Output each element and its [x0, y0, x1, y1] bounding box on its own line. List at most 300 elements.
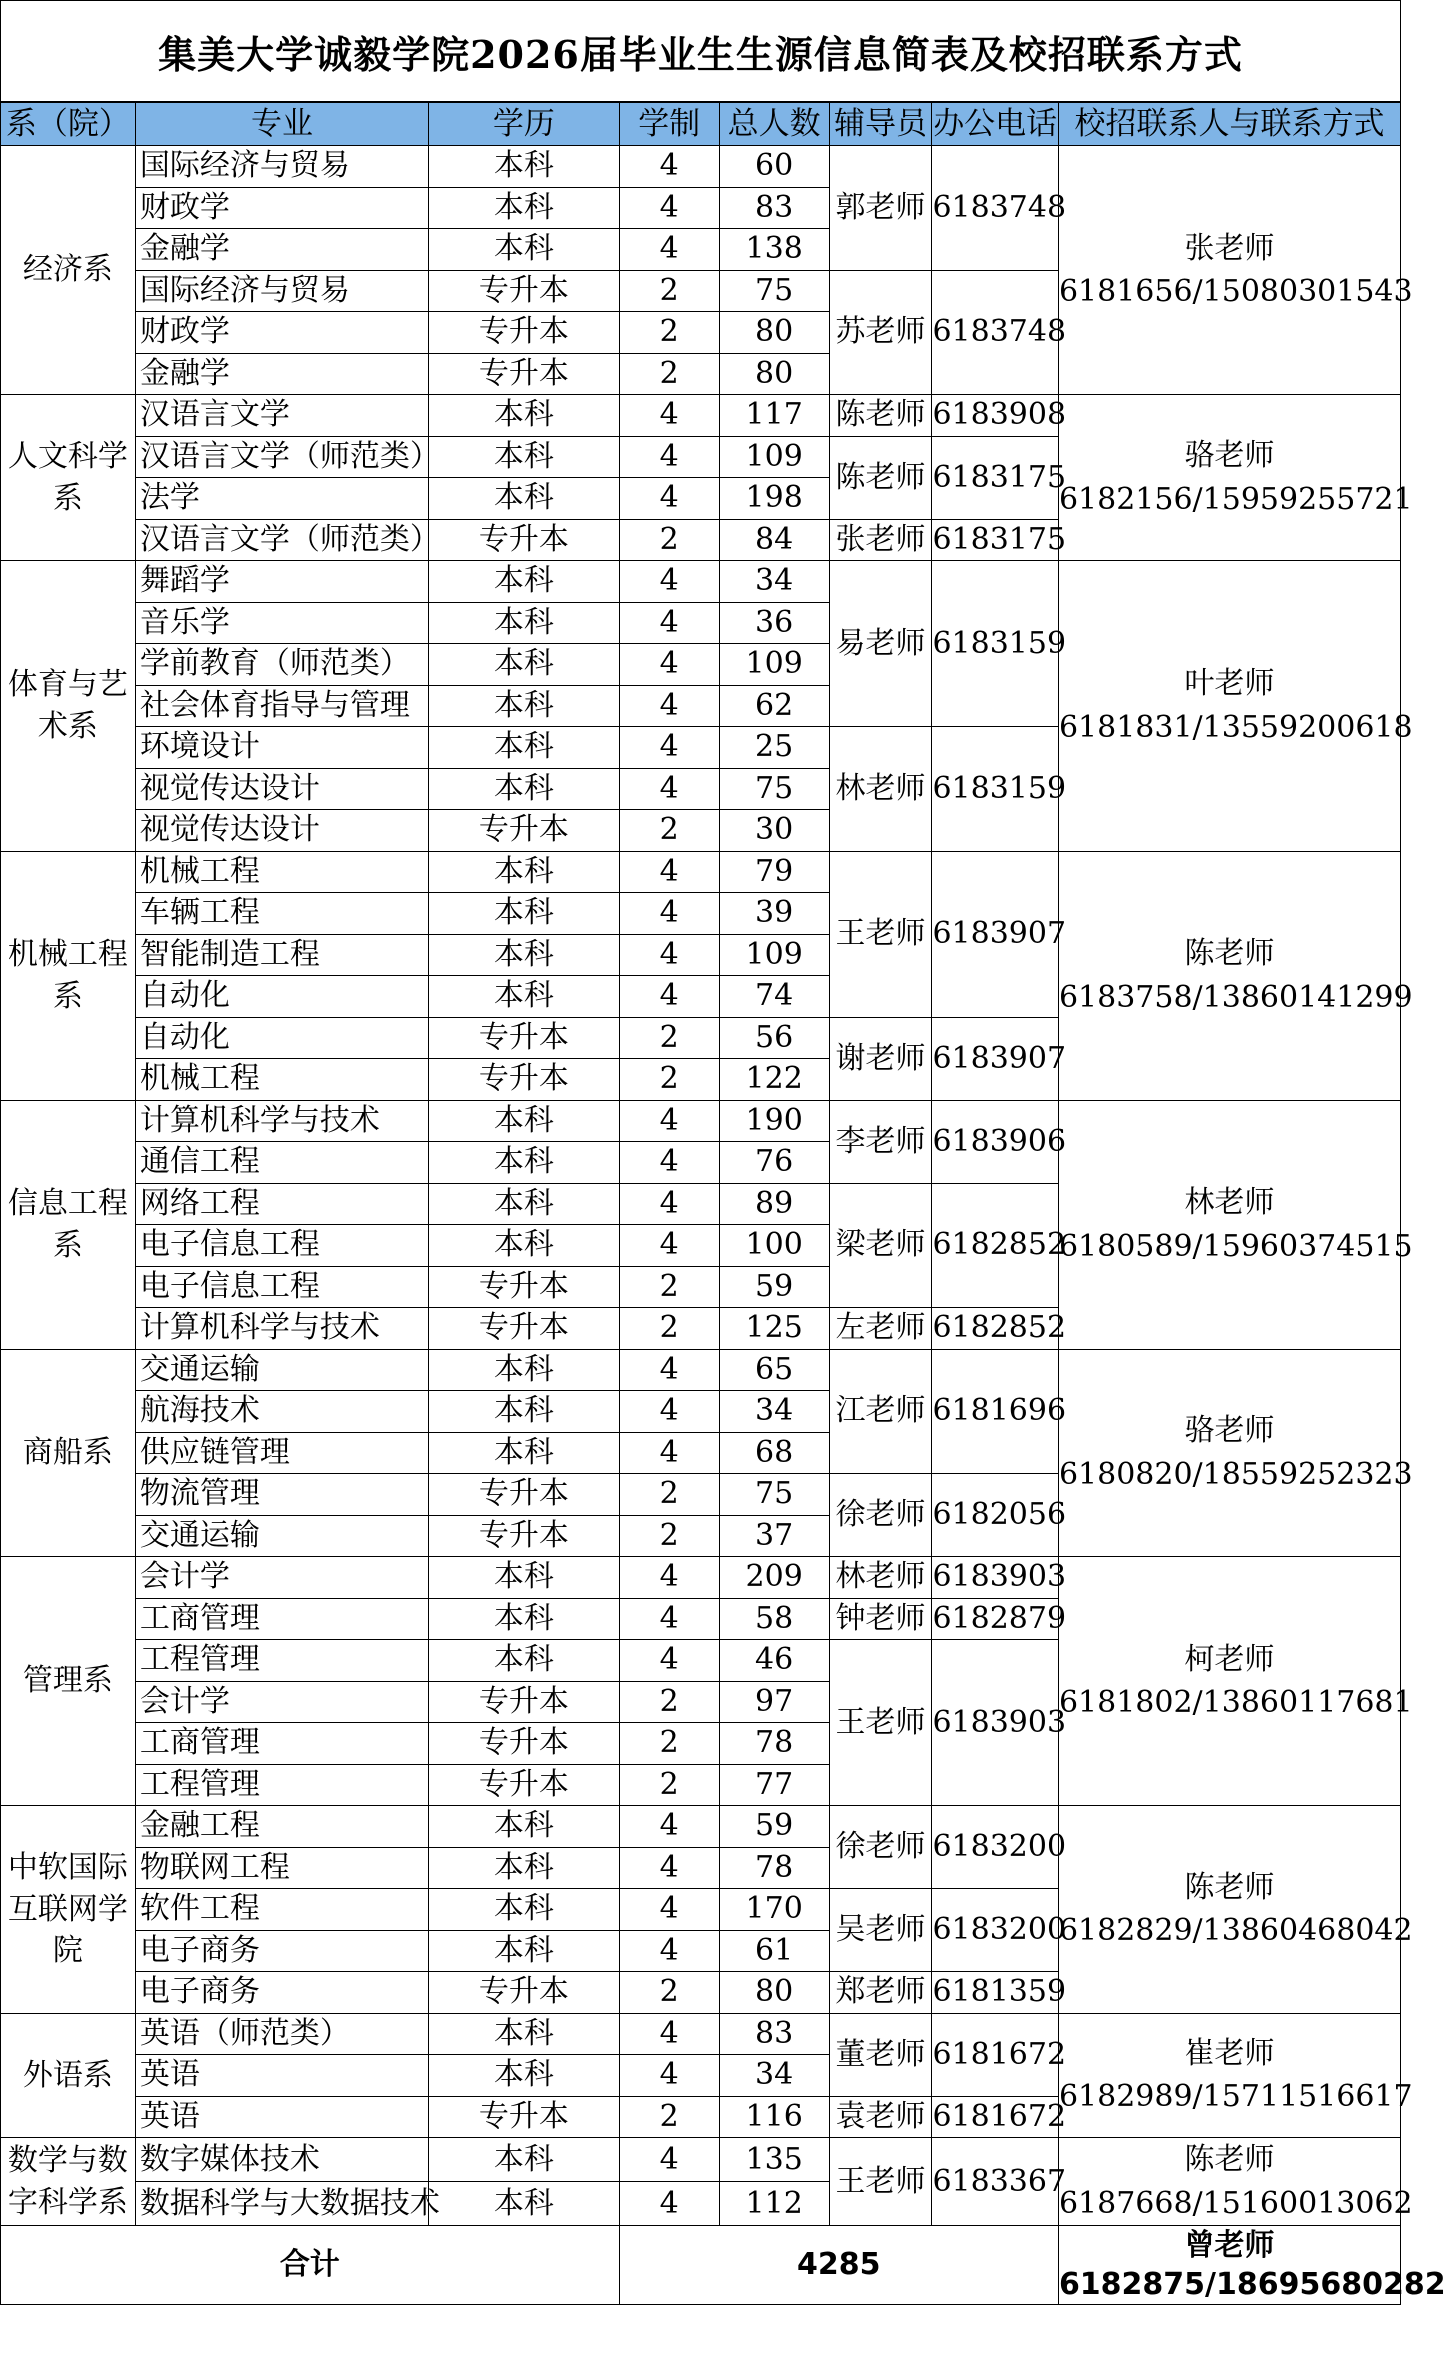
counselor-cell: 吴老师 [829, 1889, 932, 1972]
major-cell: 金融学 [135, 353, 428, 395]
count-cell: 39 [719, 893, 829, 935]
major-cell: 软件工程 [135, 1889, 428, 1931]
office-phone-cell: 6183907 [932, 1017, 1059, 1100]
count-cell: 80 [719, 312, 829, 354]
contact-phone: 6182829/13860468042 [1058, 1913, 1413, 1949]
years-cell: 4 [619, 727, 719, 769]
office-phone-cell: 6183367 [932, 2138, 1059, 2226]
years-cell: 4 [619, 187, 719, 229]
header-contact: 校招联系人与联系方式 [1058, 103, 1400, 146]
count-cell: 198 [719, 478, 829, 520]
degree-cell: 专升本 [429, 312, 619, 354]
recruit-contact-cell [1058, 1100, 1413, 1349]
degree-cell: 本科 [429, 727, 619, 769]
total-contact [1058, 2226, 1446, 2305]
years-cell: 2 [619, 1764, 719, 1806]
count-cell: 80 [719, 353, 829, 395]
count-cell: 109 [719, 436, 829, 478]
dept-name-cell: 数学与数字科学系 [1, 2138, 136, 2226]
years-cell: 2 [619, 519, 719, 561]
years-cell: 4 [619, 1598, 719, 1640]
office-phone-cell: 6183175 [932, 436, 1059, 519]
total-contact-phone: 6182875/18695680282 [1058, 2267, 1446, 2302]
degree-cell: 专升本 [429, 1764, 619, 1806]
count-cell: 138 [719, 229, 829, 271]
contact-name: 崔老师 [1184, 2035, 1275, 2071]
counselor-cell: 江老师 [829, 1349, 932, 1474]
major-cell: 财政学 [135, 312, 428, 354]
major-cell: 工商管理 [135, 1598, 428, 1640]
table-row [1, 851, 1401, 893]
degree-cell: 本科 [429, 187, 619, 229]
contact-name: 张老师 [1184, 230, 1275, 266]
office-phone-cell: 6182852 [932, 1183, 1059, 1308]
counselor-cell: 林老师 [829, 1557, 932, 1599]
dept-name-cell: 机械工程系 [1, 851, 136, 1100]
years-cell: 4 [619, 1557, 719, 1599]
major-cell: 汉语言文学（师范类） [135, 436, 428, 478]
count-cell: 135 [719, 2138, 829, 2182]
title-box [0, 0, 1401, 102]
office-phone-cell: 6183906 [932, 1100, 1059, 1183]
count-cell: 80 [719, 1972, 829, 2014]
major-cell: 学前教育（师范类） [135, 644, 428, 686]
count-cell: 75 [719, 270, 829, 312]
recruit-contact-cell [1058, 1349, 1413, 1557]
contact-name: 柯老师 [1184, 1641, 1275, 1677]
degree-cell: 本科 [429, 1432, 619, 1474]
header-counselor: 辅导员 [829, 103, 932, 146]
count-cell: 89 [719, 1183, 829, 1225]
count-cell: 62 [719, 685, 829, 727]
counselor-cell: 袁老师 [829, 2096, 932, 2138]
major-cell: 英语 [135, 2055, 428, 2097]
counselor-cell: 徐老师 [829, 1806, 932, 1889]
count-cell: 58 [719, 1598, 829, 1640]
degree-cell: 专升本 [429, 270, 619, 312]
degree-cell: 本科 [429, 2055, 619, 2097]
dept-name-cell: 管理系 [1, 1557, 136, 1806]
years-cell: 4 [619, 1889, 719, 1931]
major-cell: 英语 [135, 2096, 428, 2138]
degree-cell: 专升本 [429, 810, 619, 852]
years-cell: 4 [619, 934, 719, 976]
table-row [1, 395, 1401, 437]
contact-name: 陈老师 [1184, 2142, 1275, 2177]
years-cell: 4 [619, 1806, 719, 1848]
table-row [1, 561, 1401, 603]
page-title: 集美大学诚毅学院2026届毕业生生源信息简表及校招联系方式 [158, 31, 1243, 77]
count-cell: 76 [719, 1142, 829, 1184]
degree-cell: 本科 [429, 934, 619, 976]
contact-name: 骆老师 [1184, 438, 1275, 473]
degree-cell: 专升本 [429, 1308, 619, 1350]
degree-cell: 本科 [429, 2182, 619, 2226]
counselor-cell: 左老师 [829, 1308, 932, 1350]
office-phone-cell: 6183903 [932, 1640, 1059, 1806]
years-cell: 4 [619, 2182, 719, 2226]
total-value: 4285 [619, 2226, 1058, 2305]
counselor-cell: 董老师 [829, 2013, 932, 2096]
years-cell: 4 [619, 2138, 719, 2182]
years-cell: 4 [619, 146, 719, 188]
office-phone-cell: 6181359 [932, 1972, 1059, 2014]
count-cell: 84 [719, 519, 829, 561]
degree-cell: 专升本 [429, 519, 619, 561]
degree-cell: 本科 [429, 436, 619, 478]
major-cell: 交通运输 [135, 1349, 428, 1391]
degree-cell: 专升本 [429, 1972, 619, 2014]
major-cell: 网络工程 [135, 1183, 428, 1225]
counselor-cell: 林老师 [829, 727, 932, 852]
recruit-contact-cell [1058, 1806, 1413, 2014]
contact-phone: 6187668/15160013062 [1058, 2185, 1413, 2221]
table-row [1, 2013, 1401, 2055]
degree-cell: 本科 [429, 2013, 619, 2055]
count-cell: 75 [719, 1474, 829, 1516]
major-cell: 机械工程 [135, 851, 428, 893]
years-cell: 2 [619, 1681, 719, 1723]
years-cell: 4 [619, 1640, 719, 1682]
recruit-contact-cell [1058, 2138, 1413, 2226]
degree-cell: 本科 [429, 644, 619, 686]
table-row [1, 1557, 1401, 1599]
office-phone-cell: 6183159 [932, 561, 1059, 727]
degree-cell: 专升本 [429, 1515, 619, 1557]
dept-name-cell: 人文科学系 [1, 395, 136, 561]
contact-name: 陈老师 [1184, 936, 1275, 971]
major-cell: 工程管理 [135, 1764, 428, 1806]
major-cell: 通信工程 [135, 1142, 428, 1184]
dept-name-cell: 信息工程系 [1, 1100, 136, 1349]
count-cell: 30 [719, 810, 829, 852]
years-cell: 2 [619, 810, 719, 852]
office-phone-cell: 6181672 [932, 2096, 1059, 2138]
degree-cell: 专升本 [429, 1681, 619, 1723]
total-label: 合计 [1, 2226, 620, 2305]
degree-cell: 本科 [429, 1806, 619, 1848]
years-cell: 4 [619, 436, 719, 478]
major-cell: 机械工程 [135, 1059, 428, 1101]
years-cell: 4 [619, 644, 719, 686]
count-cell: 25 [719, 727, 829, 769]
degree-cell: 本科 [429, 395, 619, 437]
years-cell: 4 [619, 561, 719, 603]
major-cell: 社会体育指导与管理 [135, 685, 428, 727]
years-cell: 2 [619, 2096, 719, 2138]
office-phone-cell: 6183748 [932, 146, 1059, 271]
years-cell: 4 [619, 229, 719, 271]
counselor-cell: 郑老师 [829, 1972, 932, 2014]
major-cell: 法学 [135, 478, 428, 520]
count-cell: 109 [719, 644, 829, 686]
contact-name: 陈老师 [1184, 1869, 1275, 1905]
count-cell: 59 [719, 1806, 829, 1848]
years-cell: 4 [619, 1847, 719, 1889]
count-cell: 34 [719, 561, 829, 603]
years-cell: 4 [619, 768, 719, 810]
major-cell: 视觉传达设计 [135, 768, 428, 810]
years-cell: 4 [619, 1930, 719, 1972]
contact-phone: 6181656/15080301543 [1058, 274, 1413, 309]
count-cell: 190 [719, 1100, 829, 1142]
counselor-cell: 苏老师 [829, 270, 932, 395]
degree-cell: 专升本 [429, 1723, 619, 1765]
count-cell: 56 [719, 1017, 829, 1059]
table-row [1, 2138, 1401, 2182]
years-cell: 4 [619, 478, 719, 520]
degree-cell: 专升本 [429, 1059, 619, 1101]
years-cell: 2 [619, 1515, 719, 1557]
office-phone-cell: 6182056 [932, 1474, 1059, 1557]
degree-cell: 本科 [429, 685, 619, 727]
count-cell: 78 [719, 1723, 829, 1765]
major-cell: 自动化 [135, 976, 428, 1018]
dept-name-cell: 经济系 [1, 146, 136, 395]
major-cell: 航海技术 [135, 1391, 428, 1433]
major-cell: 供应链管理 [135, 1432, 428, 1474]
counselor-cell: 王老师 [829, 2138, 932, 2226]
contact-phone: 6182156/15959255721 [1058, 481, 1413, 517]
recruit-contact-cell [1058, 146, 1413, 395]
years-cell: 4 [619, 1183, 719, 1225]
count-cell: 74 [719, 976, 829, 1018]
major-cell: 汉语言文学 [135, 395, 428, 437]
degree-cell: 专升本 [429, 1266, 619, 1308]
degree-cell: 本科 [429, 1889, 619, 1931]
years-cell: 4 [619, 2055, 719, 2097]
major-cell: 智能制造工程 [135, 934, 428, 976]
header-count: 总人数 [719, 103, 829, 146]
count-cell: 78 [719, 1847, 829, 1889]
count-cell: 117 [719, 395, 829, 437]
major-cell: 电子商务 [135, 1972, 428, 2014]
major-cell: 国际经济与贸易 [135, 146, 428, 188]
years-cell: 2 [619, 353, 719, 395]
recruit-contact-cell [1058, 561, 1413, 852]
degree-cell: 本科 [429, 478, 619, 520]
header-row [1, 103, 1401, 146]
years-cell: 4 [619, 1225, 719, 1267]
count-cell: 34 [719, 2055, 829, 2097]
years-cell: 2 [619, 1308, 719, 1350]
degree-cell: 本科 [429, 1183, 619, 1225]
office-phone-cell: 6183200 [932, 1806, 1059, 1889]
recruit-contact-cell [1058, 2013, 1413, 2138]
degree-cell: 专升本 [429, 1017, 619, 1059]
degree-cell: 本科 [429, 1225, 619, 1267]
count-cell: 125 [719, 1308, 829, 1350]
header-major: 专业 [135, 103, 428, 146]
major-cell: 舞蹈学 [135, 561, 428, 603]
years-cell: 4 [619, 1100, 719, 1142]
table-row [1, 146, 1401, 188]
major-cell: 车辆工程 [135, 893, 428, 935]
count-cell: 122 [719, 1059, 829, 1101]
count-cell: 109 [719, 934, 829, 976]
contact-name: 林老师 [1184, 1185, 1275, 1220]
degree-cell: 本科 [429, 851, 619, 893]
office-phone-cell: 6183907 [932, 851, 1059, 1017]
count-cell: 97 [719, 1681, 829, 1723]
office-phone-cell: 6183175 [932, 519, 1059, 561]
dept-name-cell: 外语系 [1, 2013, 136, 2138]
degree-cell: 本科 [429, 146, 619, 188]
contact-phone: 6180589/15960374515 [1058, 1228, 1413, 1264]
major-cell: 金融工程 [135, 1806, 428, 1848]
years-cell: 2 [619, 1266, 719, 1308]
degree-cell: 本科 [429, 229, 619, 271]
years-cell: 2 [619, 1059, 719, 1101]
header-degree: 学历 [429, 103, 619, 146]
count-cell: 75 [719, 768, 829, 810]
major-cell: 数据科学与大数据技术 [135, 2182, 428, 2226]
degree-cell: 本科 [429, 1598, 619, 1640]
contact-phone: 6183758/13860141299 [1058, 979, 1413, 1015]
years-cell: 4 [619, 1142, 719, 1184]
office-phone-cell: 6183903 [932, 1557, 1059, 1599]
count-cell: 79 [719, 851, 829, 893]
major-cell: 物流管理 [135, 1474, 428, 1516]
counselor-cell: 李老师 [829, 1100, 932, 1183]
count-cell: 68 [719, 1432, 829, 1474]
years-cell: 4 [619, 851, 719, 893]
contact-name: 叶老师 [1184, 666, 1275, 702]
counselor-cell: 陈老师 [829, 395, 932, 437]
major-cell: 财政学 [135, 187, 428, 229]
counselor-cell: 徐老师 [829, 1474, 932, 1557]
count-cell: 116 [719, 2096, 829, 2138]
dept-name-cell: 体育与艺术系 [1, 561, 136, 852]
office-phone-cell: 6181696 [932, 1349, 1059, 1474]
counselor-cell: 郭老师 [829, 146, 932, 271]
office-phone-cell: 6183159 [932, 727, 1059, 852]
major-cell: 数字媒体技术 [135, 2138, 428, 2182]
years-cell: 4 [619, 2013, 719, 2055]
years-cell: 2 [619, 1972, 719, 2014]
header-years: 学制 [619, 103, 719, 146]
dept-name-cell: 中软国际互联网学院 [1, 1806, 136, 2014]
dept-name-cell: 商船系 [1, 1349, 136, 1557]
header-dept: 系（院） [1, 103, 136, 146]
table-row [1, 1100, 1401, 1142]
contact-phone: 6181802/13860117681 [1058, 1685, 1413, 1720]
count-cell: 209 [719, 1557, 829, 1599]
degree-cell: 本科 [429, 1100, 619, 1142]
major-cell: 电子信息工程 [135, 1225, 428, 1267]
years-cell: 4 [619, 893, 719, 935]
office-phone-cell: 6183748 [932, 270, 1059, 395]
count-cell: 77 [719, 1764, 829, 1806]
table-body [1, 146, 1413, 2226]
counselor-cell: 易老师 [829, 561, 932, 727]
major-cell: 工商管理 [135, 1723, 428, 1765]
count-cell: 83 [719, 2013, 829, 2055]
contact-name: 骆老师 [1184, 1413, 1275, 1449]
major-cell: 计算机科学与技术 [135, 1308, 428, 1350]
major-cell: 环境设计 [135, 727, 428, 769]
major-cell: 工程管理 [135, 1640, 428, 1682]
years-cell: 4 [619, 976, 719, 1018]
years-cell: 2 [619, 270, 719, 312]
years-cell: 2 [619, 1723, 719, 1765]
counselor-cell: 梁老师 [829, 1183, 932, 1308]
count-cell: 60 [719, 146, 829, 188]
counselor-cell: 陈老师 [829, 436, 932, 519]
counselor-cell: 张老师 [829, 519, 932, 561]
years-cell: 4 [619, 1349, 719, 1391]
table-row [1, 1806, 1401, 1848]
count-cell: 83 [719, 187, 829, 229]
count-cell: 37 [719, 1515, 829, 1557]
major-cell: 会计学 [135, 1557, 428, 1599]
degree-cell: 本科 [429, 1930, 619, 1972]
years-cell: 4 [619, 1391, 719, 1433]
major-cell: 汉语言文学（师范类） [135, 519, 428, 561]
major-cell: 自动化 [135, 1017, 428, 1059]
degree-cell: 本科 [429, 2138, 619, 2182]
count-cell: 46 [719, 1640, 829, 1682]
recruit-contact-cell [1058, 1557, 1413, 1806]
degree-cell: 本科 [429, 976, 619, 1018]
degree-cell: 本科 [429, 1640, 619, 1682]
years-cell: 2 [619, 1474, 719, 1516]
office-phone-cell: 6181672 [932, 2013, 1059, 2096]
count-cell: 112 [719, 2182, 829, 2226]
degree-cell: 本科 [429, 602, 619, 644]
years-cell: 4 [619, 602, 719, 644]
major-cell: 英语（师范类） [135, 2013, 428, 2055]
counselor-cell: 王老师 [829, 1640, 932, 1806]
years-cell: 2 [619, 312, 719, 354]
counselor-cell: 谢老师 [829, 1017, 932, 1100]
total-contact-name: 曾老师 [1184, 2228, 1275, 2263]
years-cell: 4 [619, 395, 719, 437]
count-cell: 34 [719, 1391, 829, 1433]
recruit-contact-cell [1058, 395, 1413, 561]
graduate-info-table [0, 102, 1446, 2305]
count-cell: 65 [719, 1349, 829, 1391]
count-cell: 170 [719, 1889, 829, 1931]
major-cell: 会计学 [135, 1681, 428, 1723]
counselor-cell: 钟老师 [829, 1598, 932, 1640]
years-cell: 4 [619, 685, 719, 727]
major-cell: 计算机科学与技术 [135, 1100, 428, 1142]
degree-cell: 本科 [429, 1349, 619, 1391]
major-cell: 物联网工程 [135, 1847, 428, 1889]
office-phone-cell: 6183908 [932, 395, 1059, 437]
total-row [1, 2226, 1401, 2305]
major-cell: 电子商务 [135, 1930, 428, 1972]
years-cell: 2 [619, 1017, 719, 1059]
major-cell: 视觉传达设计 [135, 810, 428, 852]
degree-cell: 本科 [429, 1391, 619, 1433]
degree-cell: 本科 [429, 561, 619, 603]
degree-cell: 本科 [429, 1142, 619, 1184]
degree-cell: 本科 [429, 768, 619, 810]
major-cell: 音乐学 [135, 602, 428, 644]
degree-cell: 本科 [429, 1847, 619, 1889]
count-cell: 36 [719, 602, 829, 644]
counselor-cell: 王老师 [829, 851, 932, 1017]
contact-phone: 6181831/13559200618 [1058, 709, 1413, 745]
degree-cell: 专升本 [429, 2096, 619, 2138]
contact-phone: 6180820/18559252323 [1058, 1456, 1413, 1492]
major-cell: 电子信息工程 [135, 1266, 428, 1308]
office-phone-cell: 6183200 [932, 1889, 1059, 1972]
major-cell: 金融学 [135, 229, 428, 271]
degree-cell: 专升本 [429, 1474, 619, 1516]
